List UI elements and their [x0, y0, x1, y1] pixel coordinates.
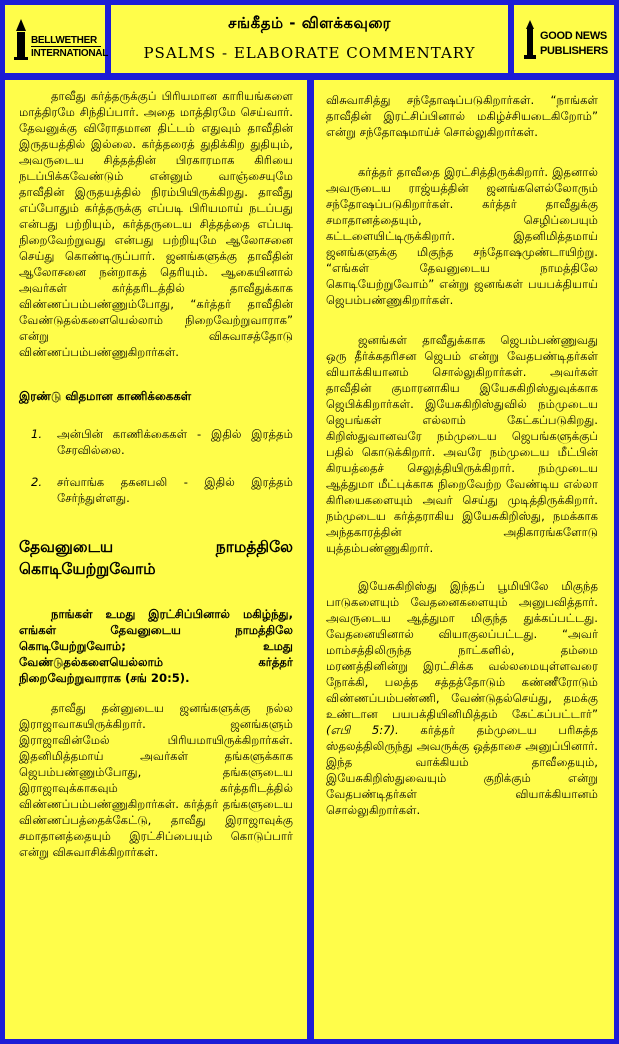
right-paragraph-4-rest: கர்த்தர் தம்முடைய பரிசுத்த ஸ்தலத்திலிருந்து அவருக்கு ஒத்தாசை அனுப்பினார். இந்த வாக்கியம் தாவீதையும், இயேசுகிறிஸ்துவையும் குறிக்கும் என்று வேதபண்டிதர்கள் வியாக்கியானம் சொல்லுகிறார்கள்.	[326, 723, 598, 817]
right-paragraph-1: விசுவாசித்து சந்தோஷப்படுகிறார்கள். “நாங்கள் தாவீதின் இரட்சிப்பினால் மகிழ்ச்சியடைகிறோம்” என்று சந்தோஷமாய்ச் சொல்லுகிறார்கள்.	[326, 93, 598, 139]
bellwether-mark-icon	[13, 17, 29, 61]
header-title-panel	[111, 5, 508, 73]
bellwether-logo-line1: BELLWETHER	[31, 35, 97, 46]
good-news-logo	[520, 15, 610, 65]
right-paragraph-4	[326, 578, 598, 818]
logo-divider	[31, 46, 101, 47]
list-item-text: சர்வாங்க தகனபலி - இதில் இரத்தம் சேர்ந்துள்ளது.	[57, 475, 293, 505]
good-news-logo-line2: PUBLISHERS	[540, 45, 608, 57]
left-column	[5, 80, 307, 1039]
scripture-quote: நாங்கள் உமது இரட்சிப்பினால் மகிழ்ந்து, எங்கள் தேவனுடைய நாமத்திலே கொடியேற்றுவோம்; உமது வேண்டுதல்களையெல்லாம் கர்த்தர் நிறைவேற்றுவாராக (சங் 20:5).	[19, 607, 293, 685]
bellwether-logo-line2: INTERNATIONAL	[31, 48, 109, 59]
scripture-reference: (எபி 5:7).	[326, 723, 399, 737]
page-title-english: PSALMS - ELABORATE COMMENTARY	[143, 44, 476, 62]
list-item-text: அன்பின் காணிக்கைகள் - இதில் இரத்தம் சேரவில்லை.	[57, 427, 293, 457]
list-item-number: 2.	[31, 475, 43, 489]
bellwether-logo	[11, 15, 109, 65]
list-item	[19, 426, 293, 458]
header-left-logo-panel	[5, 5, 109, 73]
offerings-subheading: இரண்டு விதமான காணிக்கைகள்	[19, 389, 192, 403]
left-paragraph-1: தாவீது கர்த்தருக்குப் பிரியமான காரியங்களை மாத்திரமே சிந்திப்பார். அதை மாத்திரமே செய்வார். தேவனுக்கு விரோதமான திட்டம் எதுவும் தாவீதின் இருதயத்தில் இல்லை. கர்த்தரைத் துதிக்கிற துதியும், அவருடைய சித்தத்தின் பிரகாரமாக கிரியை நடப்பிக்கவேண்டும் என்னும் வாஞ்சையுமே தாவீதின் இருதயத்தில் நிரம்பியிருக்கிறது. தாவீது எப்போதும் கர்த்தருக்கு எப்படி பிரியமாய் நடப்பது என்பது பற்றியும், கர்த்தருடைய சித்தத்தை எப்படி நிறைவேற்றுவது என்பது பற்றியுமே ஆலோசனை செய்து கொண்டிருப்பார். ஜனங்களுக்கு தாவீதின் ஆலோசனை நன்றாகத் தெரியும். ஆகையினால் அவர்கள் கர்த்தரிடத்தில் தாவீதுக்காக விண்ணப்பம்பண்ணும்போது, “கர்த்தர் தாவீதின் வேண்டுதல்களையெல்லாம் நிறைவேற்றுவாராக” என்று விசுவாசத்தோடு விண்ணப்பம்பண்ணுகிறார்கள்.	[19, 89, 293, 359]
right-paragraph-3: ஜனங்கள் தாவீதுக்காக ஜெபம்பண்ணுவது ஒரு தீர்க்கதரிசன ஜெபம் என்று வேதபண்டிதர்கள் வியாக்கியானம் சொல்லுகிறார்கள். அவர்கள் தாவீதின் குமாரனாகிய இயேசுகிறிஸ்துவுக்காக ஜெபிக்கிறார்கள். இயேசுகிறிஸ்துவில் நம்முடைய ஜெபங்கள் எல்லாம் கேட்கப்படுகிறது. கிறிஸ்துவானவரே நம்முடைய ஜெபங்களுக்குப் பதில் கொடுக்கிறார். அவரே நம்முடைய மீட்பின் கிரயத்தைச் செலுத்தியிருக்கிறார். நம்முடைய ஆத்துமா மீட்புக்காக நிறைவேற்ற வேண்டிய எல்லா கிரியைகளையும் அவர் செய்து முடித்திருக்கிறார். நம்முடைய கர்த்தராகிய இயேசுகிறிஸ்து, நமக்காக அந்தகாரத்தின் அதிகாரங்களோடு யுத்தம்பண்ணுகிறார்.	[326, 333, 598, 555]
right-column	[314, 80, 614, 1039]
list-item-number: 1.	[31, 427, 43, 441]
list-item	[19, 474, 293, 506]
right-paragraph-2: கர்த்தர் தாவீதை இரட்சித்திருக்கிறார். இதனால் அவருடைய ராஜ்யத்தின் ஜனங்களெல்லோரும் சந்தோஷப்படுகிறார்கள். கர்த்தர் தாவீதுக்கு சமாதானத்தையும், செழிப்பையும் கட்டளையிட்டிருக்கிறார். இதனிமித்தமாய் ஜனங்களுக்கு மிகுந்த சந்தோஷமுண்டாயிற்று. “எங்கள் தேவனுடைய நாமத்திலே கொடியேற்றுவோம்” என்று ஜனங்கள் பயபக்தியாய் ஜெபம்பண்ணுகிறார்கள்.	[326, 165, 598, 307]
offerings-list	[19, 426, 293, 506]
good-news-mark-icon	[522, 17, 538, 61]
left-paragraph-2: தாவீது தன்னுடைய ஜனங்களுக்கு நல்ல இராஜாவாகயிருக்கிறார். ஜனங்களும் இராஜாவின்மேல் பிரியமாயிருக்கிறார்கள். இதனிமித்தமாய் அவர்கள் தங்களுக்காக ஜெபம்பண்ணும்போது, தங்களுடைய இராஜாவுக்காகவும் கர்த்தரிடத்தில் விண்ணப்பம்பண்ணுகிறார்கள். கர்த்தர் தங்களுடைய விண்ணப்பத்தைக்கேட்டு, தாவீது இராஜாவுக்கு சமாதானத்தையும் இரட்சிப்பையும் கொடுப்பார் என்று விசுவாசிக்கிறார்கள்.	[19, 701, 293, 859]
right-paragraph-4-main: இயேசுகிறிஸ்து இந்தப் பூமியிலே மிகுந்த பாடுகளையும் வேதனைகளையும் அனுபவித்தார். அவருடைய ஆத்துமா மிகுந்த துக்கப்பட்டது. வேதனையினால் வியாகுலப்பட்டது. “அவர் மாம்சத்திலிருந்த நாட்களில், தம்மை மரணத்தினின்று இரட்சிக்க வல்லமையுள்ளவரை நோக்கி, பலத்த சத்தத்தோடும் கண்ணீரோடும் விண்ணப்பம்பண்ணி, வேண்டுதல்செய்து, தமக்கு உண்டான பயபக்தியினிமித்தம் கேட்கப்பட்டார்”	[326, 579, 598, 721]
good-news-logo-line1: GOOD NEWS	[540, 30, 607, 42]
header-right-logo-panel	[514, 5, 614, 73]
page-title-tamil: சங்கீதம் - விளக்கவுரை	[228, 14, 391, 32]
section-heading: தேவனுடைய நாமத்திலே கொடியேற்றுவோம்	[19, 538, 293, 578]
